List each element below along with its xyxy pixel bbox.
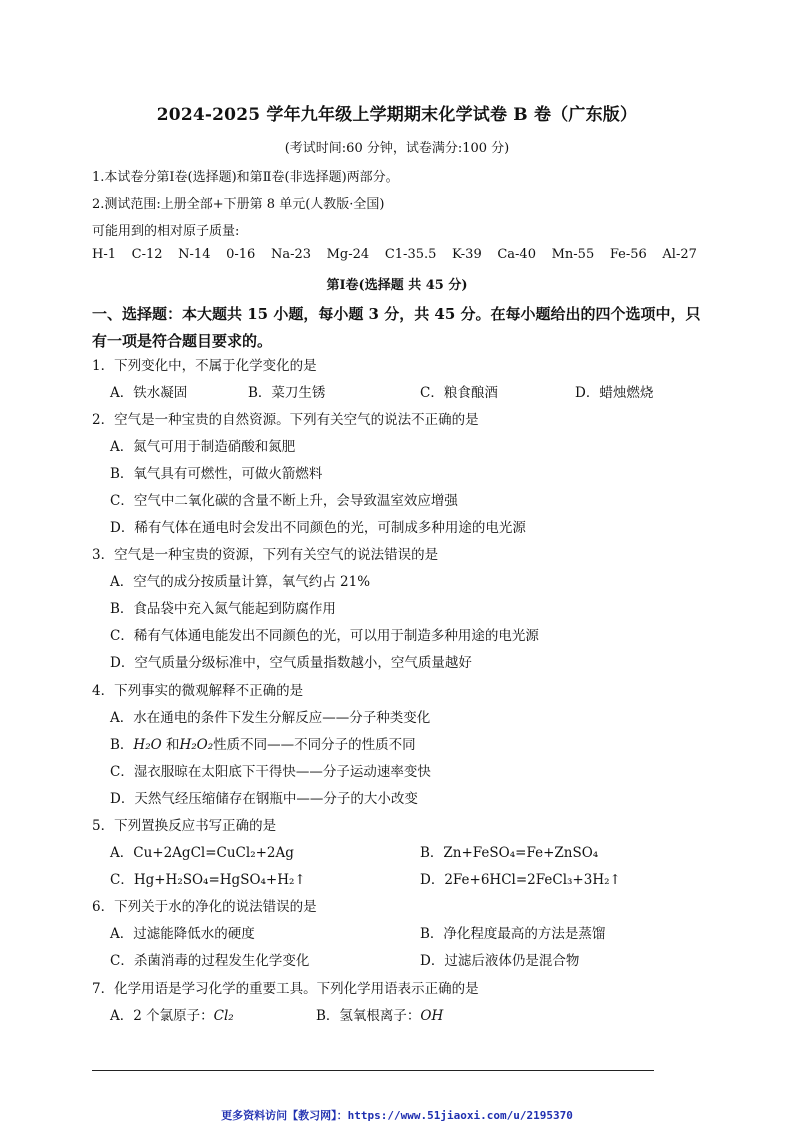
question-3-option-b: B．食品袋中充入氮气能起到防腐作用 <box>110 601 336 617</box>
option-text: B．氢氧根离子： <box>316 1008 421 1024</box>
atomic-mass-item: C1-35.5 <box>384 247 437 262</box>
chlorine-formula: Cl₂ <box>213 1008 234 1024</box>
question-1-option-a: A．铁水凝固 <box>110 385 188 401</box>
question-5-option-a: A．Cu+2AgCl=CuCl₂+2Ag <box>110 845 294 861</box>
atomic-mass-item: Mn-55 <box>551 247 595 262</box>
question-4-option-c: C．湿衣服晾在太阳底下干得快——分子运动速率变快 <box>110 764 431 780</box>
option-text: 和 <box>161 737 180 753</box>
question-4-option-b <box>110 733 416 753</box>
question-6-option-d: D．过滤后液体仍是混合物 <box>420 953 580 969</box>
question-6-option-b: B．净化程度最高的方法是蒸馏 <box>420 926 606 942</box>
question-5-option-c: C．Hg+H₂SO₄=HgSO₄+H₂↑ <box>110 872 306 888</box>
atomic-mass-item: Na-23 <box>270 247 311 262</box>
question-2-option-b: B．氧气具有可燃性，可做火箭燃料 <box>110 466 323 482</box>
atomic-mass-item: Mg-24 <box>326 247 370 262</box>
atomic-mass-item: Fe-56 <box>609 247 647 262</box>
question-3-stem: 3．空气是一种宝贵的资源，下列有关空气的说法错误的是 <box>92 547 439 563</box>
section-title: 一、选择题：本大题共 15 小题，每小题 3 分，共 45 分。在每小题给出的四个选项中，只有一项是符合题目要求的。 <box>92 305 701 350</box>
question-2-option-a: A．氮气可用于制造硝酸和氮肥 <box>110 439 296 455</box>
volume-header: 第Ⅰ卷(选择题 共 45 分) <box>326 278 468 293</box>
question-3-option-d: D．空气质量分级标准中，空气质量指数越小，空气质量越好 <box>110 655 472 671</box>
atomic-mass-item: N-14 <box>178 247 211 262</box>
question-1-option-c: C．粮食酿酒 <box>420 385 498 401</box>
water-formula: H₂O <box>133 737 162 753</box>
atomic-mass-item: Al-27 <box>662 247 697 262</box>
option-text: 性质不同——不同分子的性质不同 <box>213 737 416 753</box>
atomic-mass-item: Ca-40 <box>497 247 536 262</box>
question-1-option-b: B．菜刀生锈 <box>248 385 326 401</box>
question-6-stem: 6．下列关于水的净化的说法错误的是 <box>92 899 317 915</box>
question-7-stem: 7．化学用语是学习化学的重要工具。下列化学用语表示正确的是 <box>92 981 479 997</box>
option-label: B． <box>110 737 134 753</box>
question-7-option-a <box>110 1004 234 1024</box>
question-2-stem: 2．空气是一种宝贵的自然资源。下列有关空气的说法不正确的是 <box>92 412 479 428</box>
exam-title: 2024-2025 学年九年级上学期期末化学试卷 B 卷（广东版） <box>156 105 638 125</box>
question-7-option-b <box>316 1004 443 1024</box>
question-5-stem: 5．下列置换反应书写正确的是 <box>92 818 277 834</box>
atomic-mass-list <box>92 247 697 262</box>
question-2-option-c: C．空气中二氧化碳的含量不断上升，会导致温室效应增强 <box>110 493 458 509</box>
question-1-option-d: D．蜡烛燃烧 <box>575 385 654 401</box>
question-1-stem: 1．下列变化中，不属于化学变化的是 <box>92 358 317 374</box>
exam-subtitle: (考试时间:60 分钟，试卷满分:100 分) <box>284 141 510 156</box>
atomic-mass-item: H-1 <box>92 247 117 262</box>
atomic-mass-item: C-12 <box>131 247 163 262</box>
question-5-option-d: D．2Fe+6HCl=2FeCl₃+3H₂↑ <box>420 872 621 888</box>
question-5-option-b: B．Zn+FeSO₄=Fe+ZnSO₄ <box>420 845 599 861</box>
atomic-mass-item: 0-16 <box>226 247 256 262</box>
question-6-option-a: A．过滤能降低水的硬度 <box>110 926 255 942</box>
footer-link[interactable]: 更多资料访问【教习网】：https://www.51jiaoxi.com/u/2195370 <box>221 1109 573 1122</box>
question-2-option-d: D．稀有气体在通电时会发出不同颜色的光，可制成多种用途的电光源 <box>110 520 526 536</box>
question-3-option-c: C．稀有气体通电能发出不同颜色的光，可以用于制造多种用途的电光源 <box>110 628 539 644</box>
note-2: 2.测试范围:上册全部+下册第 8 单元(人教版·全国) <box>92 197 385 212</box>
option-text: A．2 个氯原子： <box>110 1008 214 1024</box>
question-4-option-d: D．天然气经压缩储存在钢瓶中——分子的大小改变 <box>110 791 418 807</box>
question-3-option-a: A．空气的成分按质量计算，氧气约占 21% <box>110 574 371 590</box>
question-4-stem: 4．下列事实的微观解释不正确的是 <box>92 683 304 699</box>
footer-divider <box>92 1070 654 1071</box>
question-6-option-c: C．杀菌消毒的过程发生化学变化 <box>110 953 310 969</box>
note-3: 可能用到的相对原子质量: <box>92 224 240 239</box>
atomic-mass-item: K-39 <box>452 247 482 262</box>
question-4-option-a: A．水在通电的条件下发生分解反应——分子种类变化 <box>110 710 431 726</box>
hydroxide-formula: OH <box>420 1008 444 1024</box>
note-1: 1.本试卷分第Ⅰ卷(选择题)和第Ⅱ卷(非选择题)两部分。 <box>92 170 399 185</box>
peroxide-formula: H₂O₂ <box>179 737 214 753</box>
